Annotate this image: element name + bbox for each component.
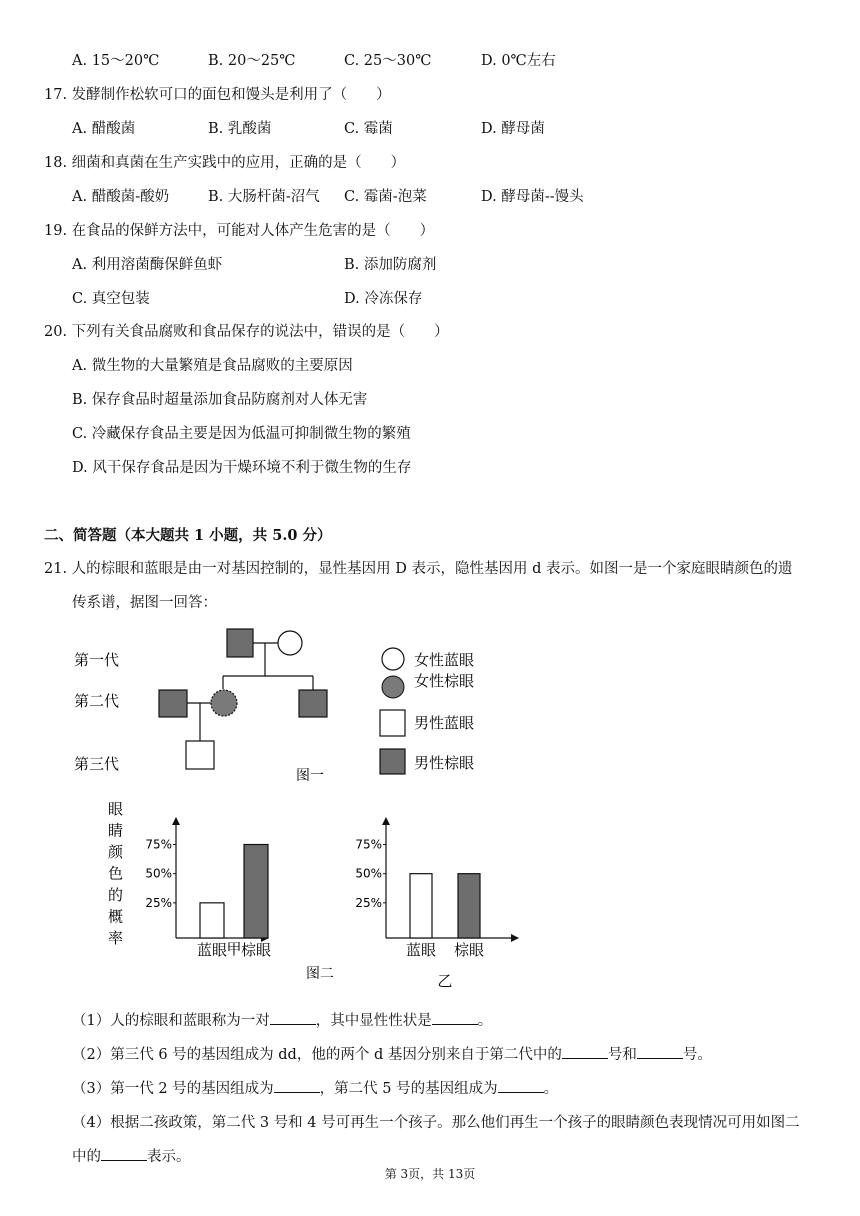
x-axis-arrow [511,934,519,942]
chart-yi [355,817,519,990]
q21-sub3-before: （3）第一代 2 号的基因组成为 [72,1081,274,1097]
q17-option-b: B. 乳酸菌 [208,121,272,137]
y-axis-label-char: 的 [108,886,124,904]
q17-option-c: C. 霉菌 [344,121,393,137]
figure1-caption: 图一 [296,768,324,784]
chart-y-axis-label [108,800,124,947]
q21-sub4-after: 表示。 [147,1149,191,1165]
legend-female-blue-icon [382,648,404,670]
q19-option-c: C. 真空包装 [72,291,150,307]
q21-sub2-middle: 号和 [607,1047,637,1063]
q17-option-a: A. 醋酸菌 [72,121,136,137]
gen3-male-blue [186,741,214,769]
q21-stem-line2: 传系谱，据图一回答： [72,595,217,611]
x-category-label: 蓝眼 [405,941,437,959]
gen1-female-blue [278,631,302,655]
q16-option-a: A. 15～20℃ [72,53,160,69]
y-axis-label-char: 率 [108,929,124,947]
q19-stem: 19. 在食品的保鲜方法中，可能对人体产生危害的是（ ） [44,223,435,239]
y-axis-arrow [382,817,390,825]
y-axis-label-char: 色 [108,864,124,883]
q18-option-a: A. 醋酸菌-酸奶 [72,189,170,205]
q21-sub4-before: 中的 [72,1149,101,1165]
q21-sub2-before: （2）第三代 6 号的基因组成为 dd，他的两个 d 基因分别来自于第二代中的 [72,1047,562,1063]
chart-title: 甲 [226,940,242,958]
q21-sub1-middle: ，其中显性性状是 [315,1013,432,1029]
y-axis-label-char: 睛 [108,821,124,840]
y-tick-label: 50% [145,866,172,881]
gen2-male-brown-sibling [299,690,327,717]
q21-sub2 [72,1043,712,1064]
gen2-male-brown-spouse [159,690,187,717]
legend-female-blue: 女性蓝眼 [414,651,475,669]
bar-brown-eye [458,874,480,938]
answer-blank[interactable] [498,1078,544,1093]
q21-sub3 [72,1077,558,1098]
answer-blank[interactable] [637,1044,683,1059]
generation-label-2: 第二代 [74,692,120,710]
x-category-label: 棕眼 [240,941,272,959]
q18-stem: 18. 细菌和真菌在生产实践中的应用，正确的是（ ） [44,155,406,171]
answer-blank[interactable] [274,1078,320,1093]
q20-option-a: A. 微生物的大量繁殖是食品腐败的主要原因 [72,358,353,374]
y-tick-label: 50% [355,866,382,881]
q19-option-d: D. 冷冻保存 [344,291,423,307]
q20-stem: 20. 下列有关食品腐败和食品保存的说法中，错误的是（ ） [44,324,449,340]
q21-sub3-after: 。 [543,1081,559,1097]
q16-option-b: B. 20～25℃ [208,53,296,69]
chart-jia [145,817,271,959]
q18-option-d: D. 酵母菌--馒头 [481,189,584,205]
answer-blank[interactable] [270,1010,316,1025]
q16-option-c: C. 25～30℃ [344,53,432,69]
y-axis-label-char: 眼 [108,800,124,818]
answer-blank[interactable] [101,1146,147,1161]
q21-sub1 [72,1009,492,1030]
y-axis-arrow [172,817,180,825]
answer-blank[interactable] [562,1044,608,1059]
q21-sub1-before: （1）人的棕眼和蓝眼称为一对 [72,1013,270,1029]
pedigree-figure [60,620,500,790]
bar-brown-eye [244,845,268,938]
y-tick-label: 25% [145,895,172,910]
y-tick-label: 75% [145,837,172,852]
q17-stem: 17. 发酵制作松软可口的面包和馒头是利用了（ ） [44,87,391,103]
q20-option-c: C. 冷藏保存食品主要是因为低温可抑制微生物的繁殖 [72,426,411,442]
y-tick-label: 75% [355,837,382,852]
q20-option-b: B. 保存食品时超量添加食品防腐剂对人体无害 [72,392,368,408]
bar-blue-eye [200,903,224,938]
page-footer: 第 3页，共 13页 [384,1167,476,1181]
q21-sub1-after: 。 [477,1013,493,1029]
figure2-charts [96,796,526,996]
q20-option-d: D. 风干保存食品是因为干燥环境不利于微生物的生存 [72,460,412,476]
q21-sub3-middle: ，第二代 5 号的基因组成为 [319,1081,498,1097]
legend-male-brown-icon [380,749,405,774]
gen2-female-brown [211,690,237,716]
y-axis-label-char: 概 [108,907,124,926]
q19-option-a: A. 利用溶菌酶保鲜鱼虾 [72,257,223,273]
legend-female-brown-icon [382,676,404,698]
q21-stem-line1: 21. 人的棕眼和蓝眼是由一对基因控制的，显性基因用 D 表示，隐性基因用 d 表示。如图一是一个家庭眼睛颜色的遗 [44,561,793,577]
answer-blank[interactable] [432,1010,478,1025]
q16-option-d: D. 0℃左右 [481,53,556,69]
x-category-label: 蓝眼 [196,941,228,959]
gen1-male-brown [227,629,253,657]
generation-label-3: 第三代 [74,755,120,773]
q17-option-d: D. 酵母菌 [481,121,545,137]
q18-option-c: C. 霉菌-泡菜 [344,189,427,205]
legend-male-brown: 男性棕眼 [414,754,475,772]
q21-sub4-line1: （4）根据二孩政策，第二代 3 号和 4 号可再生一个孩子。那么他们再生一个孩子的眼睛颜色表现情况可用如图二 [72,1115,800,1131]
y-axis-label-char: 颜 [108,843,124,861]
legend-female-brown: 女性棕眼 [414,672,475,690]
legend-male-blue-icon [380,710,405,736]
section-title: 二、简答题（本大题共 1 小题，共 5.0 分） [44,527,332,544]
q21-sub2-after: 号。 [682,1047,712,1063]
legend-male-blue: 男性蓝眼 [414,714,475,732]
q21-sub4-line2 [72,1145,191,1166]
bar-blue-eye [410,874,432,938]
generation-label-1: 第一代 [74,651,120,669]
q19-option-b: B. 添加防腐剂 [344,257,437,273]
q18-option-b: B. 大肠杆菌-沼气 [208,189,320,205]
y-tick-label: 25% [355,895,382,910]
x-category-label: 棕眼 [453,941,485,959]
figure2-caption: 图二 [306,966,334,982]
chart-title: 乙 [437,972,453,990]
